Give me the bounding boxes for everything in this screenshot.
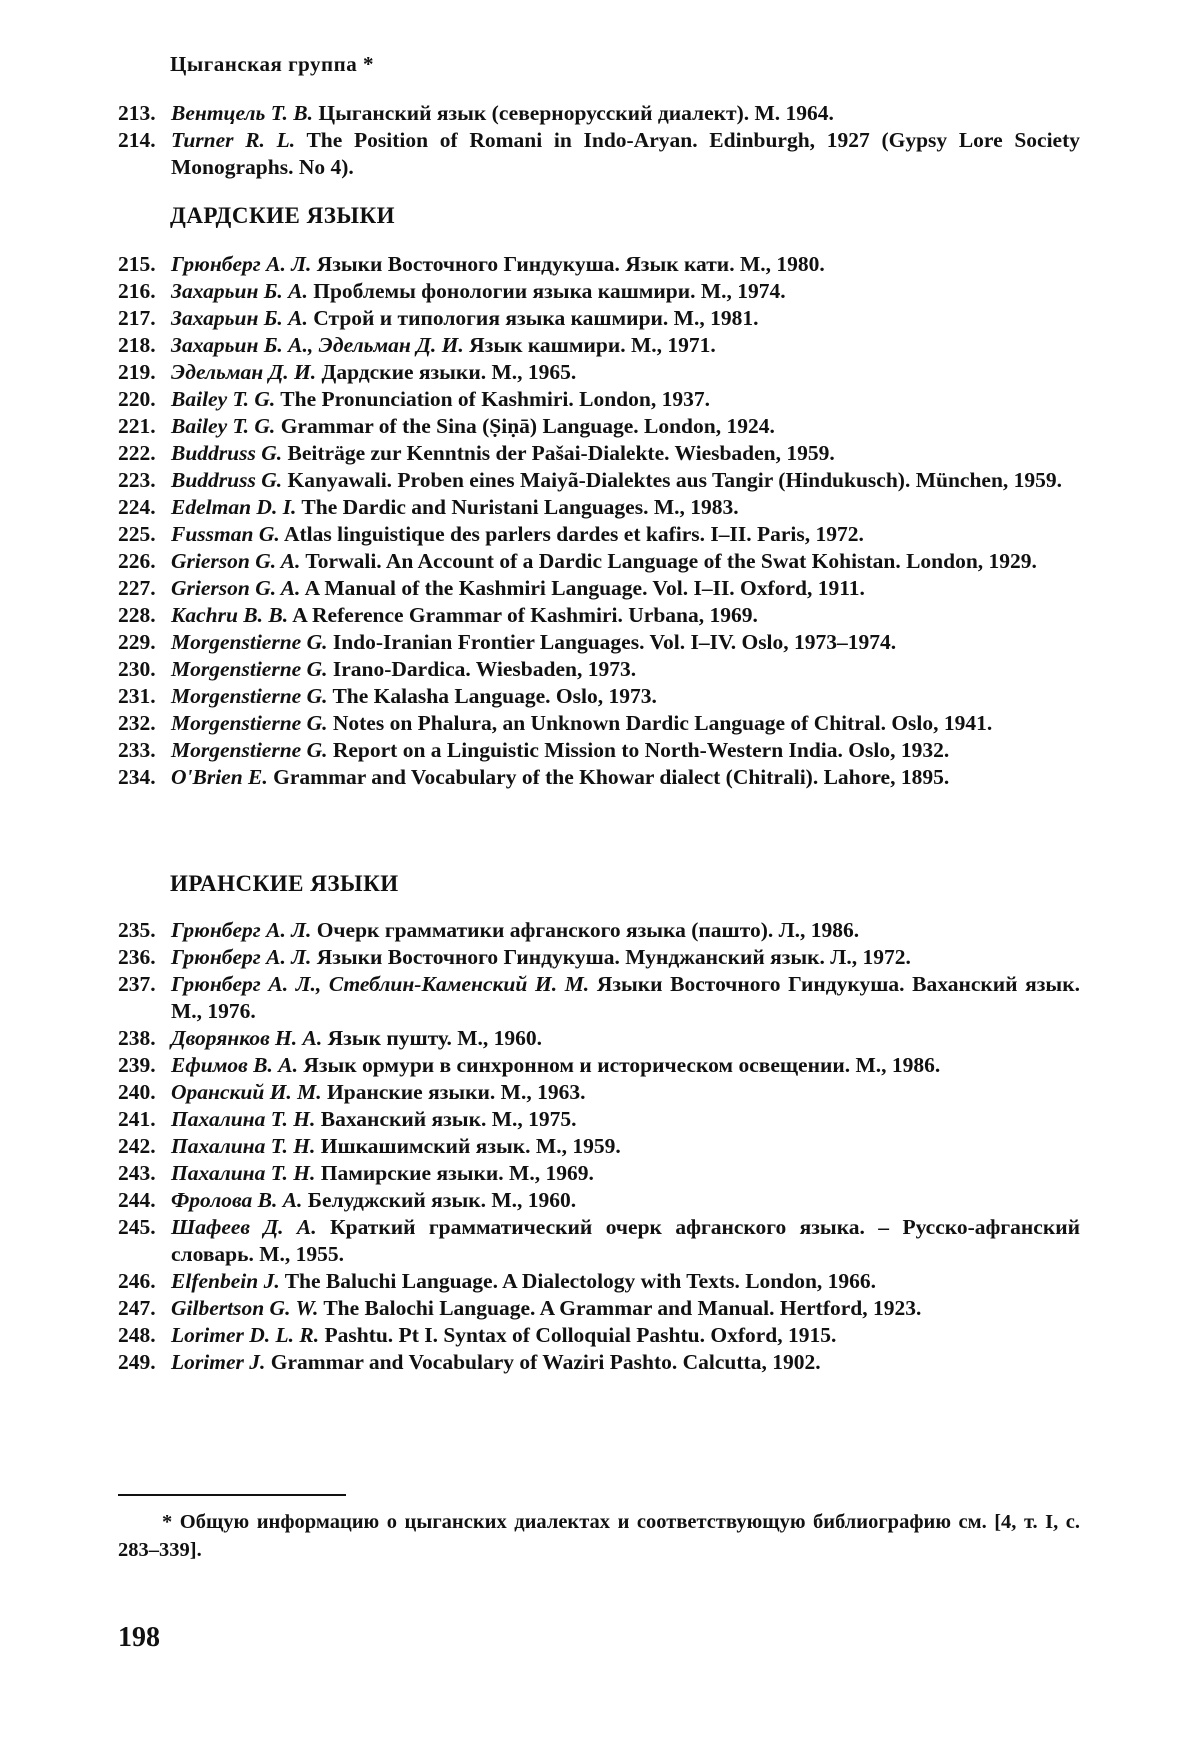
entry-number: 239. xyxy=(118,1053,156,1077)
entry-author: Turner R. L. xyxy=(171,128,296,152)
entry-title: The Dardic and Nuristani Languages. M., 1983. xyxy=(296,495,739,519)
bibliography-entry xyxy=(118,710,1080,737)
bibliography-entry xyxy=(118,332,1080,359)
entry-number: 247. xyxy=(118,1296,156,1320)
entry-number: 248. xyxy=(118,1323,156,1347)
entry-title: Язык ормури в синхронном и историческом освещении. М., 1986. xyxy=(297,1053,941,1077)
entry-title: Ишкашимский язык. М., 1959. xyxy=(315,1134,621,1158)
bibliography-entry xyxy=(118,1295,1080,1322)
entry-number: 219. xyxy=(118,360,156,384)
entry-author: Kachru B. B. xyxy=(171,603,289,627)
entry-title: Иранские языки. М., 1963. xyxy=(321,1080,586,1104)
entry-title: Grammar of the Sina (Ṣiṇā) Language. London, 1924. xyxy=(275,414,775,438)
entry-number: 235. xyxy=(118,918,156,942)
footnote: * Общую информацию о цыганских диалектах и соответствующую библиографию см. [4, т. I, с. 283–339]. xyxy=(118,1511,1080,1561)
bibliography-entry xyxy=(118,1214,1080,1268)
entry-list-gypsy xyxy=(118,100,1080,181)
bibliography-entry xyxy=(118,1025,1080,1052)
entry-author: Оранский И. М. xyxy=(171,1080,322,1104)
entry-author: Gilbertson G. W. xyxy=(171,1296,319,1320)
entry-number: 231. xyxy=(118,684,156,708)
entry-author: Morgenstierne G. xyxy=(171,711,328,735)
entry-author: Morgenstierne G. xyxy=(171,630,328,654)
entry-text xyxy=(171,467,1080,494)
bibliography-entry xyxy=(118,1322,1080,1349)
entry-list-dardic xyxy=(118,251,1080,791)
entry-text xyxy=(171,521,1080,548)
entry-text xyxy=(171,386,1080,413)
entry-author: Эдельман Д. И. xyxy=(171,360,317,384)
bibliography-entry xyxy=(118,494,1080,521)
entry-author: Bailey T. G. xyxy=(171,387,276,411)
entry-author: Грюнберг А. Л. xyxy=(171,945,312,969)
entry-title: A Reference Grammar of Kashmiri. Urbana, 1969. xyxy=(288,603,758,627)
entry-text xyxy=(171,1187,1080,1214)
entry-number: 229. xyxy=(118,630,156,654)
entry-number: 217. xyxy=(118,306,156,330)
entry-text xyxy=(171,440,1080,467)
entry-title: Pashtu. Pt I. Syntax of Colloquial Pashtu. Oxford, 1915. xyxy=(319,1323,837,1347)
entry-title: Белуджский язык. М., 1960. xyxy=(302,1188,577,1212)
entry-author: Грюнберг А. Л. xyxy=(171,918,312,942)
entry-text xyxy=(171,629,1080,656)
entry-title: Строй и типология языка кашмири. М., 1981. xyxy=(307,306,759,330)
entry-text xyxy=(171,1322,1080,1349)
entry-author: Ефимов В. А. xyxy=(171,1053,298,1077)
entry-number: 249. xyxy=(118,1350,156,1374)
entry-number: 225. xyxy=(118,522,156,546)
entry-title: The Position of Romani in Indo-Aryan. Edinburgh, 1927 (Gypsy Lore Society Monographs. No 4). xyxy=(171,128,1080,179)
entry-number: 244. xyxy=(118,1188,156,1212)
bibliography-entry xyxy=(118,467,1080,494)
entry-title: Kanyawali. Proben eines Maiyã-Dialektes aus Tangir (Hindukusch). München, 1959. xyxy=(282,468,1063,492)
entry-number: 227. xyxy=(118,576,156,600)
entry-author: Morgenstierne G. xyxy=(171,738,328,762)
entry-text xyxy=(171,944,1080,971)
entry-number: 230. xyxy=(118,657,156,681)
entry-title: Notes on Phalura, an Unknown Dardic Language of Chitral. Oslo, 1941. xyxy=(327,711,993,735)
entry-title: Язык кашмири. М., 1971. xyxy=(463,333,716,357)
entry-number: 237. xyxy=(118,972,156,996)
bibliography-entry xyxy=(118,359,1080,386)
entry-number: 226. xyxy=(118,549,156,573)
entry-number: 221. xyxy=(118,414,156,438)
entry-title: Цыганский язык (севернорусский диалект). М. 1964. xyxy=(313,101,834,125)
section-heading-gypsy: Цыганская группа * xyxy=(170,52,374,76)
entry-text xyxy=(171,359,1080,386)
entry-title: Indo-Iranian Frontier Languages. Vol. I–IV. Oslo, 1973–1974. xyxy=(327,630,897,654)
entry-title: Grammar and Vocabulary of Waziri Pashto. Calcutta, 1902. xyxy=(265,1350,821,1374)
bibliography-entry xyxy=(118,764,1080,791)
entry-title: Проблемы фонологии языка кашмири. М., 1974. xyxy=(307,279,786,303)
entry-author: Buddruss G. xyxy=(171,468,283,492)
entry-number: 234. xyxy=(118,765,156,789)
entry-title: Report on a Linguistic Mission to North-Western India. Oslo, 1932. xyxy=(327,738,950,762)
entry-number: 222. xyxy=(118,441,156,465)
entry-number: 215. xyxy=(118,252,156,276)
bibliography-entry xyxy=(118,1133,1080,1160)
entry-author: Morgenstierne G. xyxy=(171,684,328,708)
entry-author: Grierson G. A. xyxy=(171,549,301,573)
bibliography-entry xyxy=(118,251,1080,278)
entry-title: Краткий грамматический очерк афганского языка. – Русско-афганский словарь. М., 1955. xyxy=(171,1215,1080,1266)
entry-title: The Balochi Language. A Grammar and Manual. Hertford, 1923. xyxy=(318,1296,922,1320)
entry-author: Пахалина Т. Н. xyxy=(171,1107,316,1131)
bibliography-entry xyxy=(118,683,1080,710)
entry-number: 228. xyxy=(118,603,156,627)
entry-number: 232. xyxy=(118,711,156,735)
entry-author: Lorimer J. xyxy=(171,1350,266,1374)
entry-author: Пахалина Т. Н. xyxy=(171,1161,316,1185)
bibliography-entry xyxy=(118,737,1080,764)
bibliography-entry xyxy=(118,629,1080,656)
entry-author: Grierson G. A. xyxy=(171,576,301,600)
entry-author: Lorimer D. L. R. xyxy=(171,1323,320,1347)
bibliography-entry xyxy=(118,944,1080,971)
entry-title: Язык пушту. М., 1960. xyxy=(322,1026,543,1050)
entry-text xyxy=(171,1214,1080,1268)
entry-author: Fussman G. xyxy=(171,522,280,546)
entry-text xyxy=(171,683,1080,710)
entry-number: 224. xyxy=(118,495,156,519)
entry-text xyxy=(171,332,1080,359)
bibliography-entry xyxy=(118,413,1080,440)
entry-text xyxy=(171,1052,1080,1079)
entry-title: The Baluchi Language. A Dialectology with Texts. London, 1966. xyxy=(279,1269,877,1293)
entry-title: Torwali. An Account of a Dardic Language of the Swat Kohistan. London, 1929. xyxy=(300,549,1037,573)
entry-text xyxy=(171,413,1080,440)
entry-title: Языки Восточного Гиндукуша. Язык кати. М., 1980. xyxy=(311,252,825,276)
entry-author: Buddruss G. xyxy=(171,441,283,465)
entry-author: Дворянков Н. А. xyxy=(171,1026,323,1050)
footnote-rule xyxy=(118,1494,346,1496)
bibliography-entry xyxy=(118,1079,1080,1106)
entry-author: Захарьин Б. А. xyxy=(171,279,308,303)
entry-author: Грюнберг А. Л. xyxy=(171,252,312,276)
entry-text xyxy=(171,917,1080,944)
entry-title: A Manual of the Kashmiri Language. Vol. I–II. Oxford, 1911. xyxy=(300,576,865,600)
entry-text xyxy=(171,127,1080,181)
entry-text xyxy=(171,1268,1080,1295)
entry-author: O'Brien E. xyxy=(171,765,268,789)
bibliography-entry xyxy=(118,1106,1080,1133)
bibliography-entry xyxy=(118,1052,1080,1079)
bibliography-entry xyxy=(118,100,1080,127)
entry-number: 216. xyxy=(118,279,156,303)
entry-number: 238. xyxy=(118,1026,156,1050)
bibliography-entry xyxy=(118,971,1080,1025)
entry-text xyxy=(171,710,1080,737)
entry-number: 243. xyxy=(118,1161,156,1185)
entry-number: 214. xyxy=(118,128,156,152)
entry-title: Irano-Dardica. Wiesbaden, 1973. xyxy=(327,657,637,681)
bibliography-entry xyxy=(118,1187,1080,1214)
entry-title: Языки Восточного Гиндукуша. Ваханский язык. М., 1976. xyxy=(171,972,1080,1023)
entry-text xyxy=(171,305,1080,332)
entry-number: 233. xyxy=(118,738,156,762)
entry-title: Памирские языки. М., 1969. xyxy=(315,1161,594,1185)
bibliography-entry xyxy=(118,917,1080,944)
entry-author: Грюнберг А. Л., Стеблин-Каменский И. М. xyxy=(171,972,590,996)
entry-text xyxy=(171,1079,1080,1106)
entry-number: 236. xyxy=(118,945,156,969)
entry-number: 213. xyxy=(118,101,156,125)
entry-text xyxy=(171,1160,1080,1187)
entry-title: Beiträge zur Kenntnis der Pašai-Dialekte. Wiesbaden, 1959. xyxy=(282,441,835,465)
page-number: 198 xyxy=(118,1622,160,1653)
entry-list-iranian xyxy=(118,917,1080,1376)
bibliography-entry xyxy=(118,521,1080,548)
entry-author: Захарьин Б. А., Эдельман Д. И. xyxy=(171,333,464,357)
entry-author: Вентцель Т. В. xyxy=(171,101,313,125)
entry-text xyxy=(171,1025,1080,1052)
bibliography-entry xyxy=(118,1349,1080,1376)
entry-text xyxy=(171,100,1080,127)
bibliography-entry xyxy=(118,440,1080,467)
section-heading-dardic: ДАРДСКИЕ ЯЗЫКИ xyxy=(170,203,396,228)
entry-title: Языки Восточного Гиндукуша. Мунджанский язык. Л., 1972. xyxy=(311,945,911,969)
entry-number: 218. xyxy=(118,333,156,357)
entry-number: 223. xyxy=(118,468,156,492)
entry-text xyxy=(171,251,1080,278)
entry-text xyxy=(171,737,1080,764)
entry-number: 220. xyxy=(118,387,156,411)
entry-text xyxy=(171,494,1080,521)
entry-author: Morgenstierne G. xyxy=(171,657,328,681)
bibliography-entry xyxy=(118,575,1080,602)
entry-author: Edelman D. I. xyxy=(171,495,297,519)
bibliography-entry xyxy=(118,548,1080,575)
entry-author: Шафеев Д. А. xyxy=(171,1215,317,1239)
entry-text xyxy=(171,1133,1080,1160)
entry-number: 241. xyxy=(118,1107,156,1131)
bibliography-entry xyxy=(118,1160,1080,1187)
bibliography-entry xyxy=(118,602,1080,629)
entry-number: 246. xyxy=(118,1269,156,1293)
bibliography-entry xyxy=(118,278,1080,305)
entry-text xyxy=(171,1295,1080,1322)
bibliography-entry xyxy=(118,656,1080,683)
entry-number: 245. xyxy=(118,1215,156,1239)
bibliography-entry xyxy=(118,305,1080,332)
entry-number: 240. xyxy=(118,1080,156,1104)
entry-text xyxy=(171,278,1080,305)
section-heading-iranian: ИРАНСКИЕ ЯЗЫКИ xyxy=(170,871,399,896)
entry-title: Ваханский язык. М., 1975. xyxy=(315,1107,577,1131)
bibliography-entry xyxy=(118,1268,1080,1295)
entry-text xyxy=(171,548,1080,575)
entry-author: Захарьин Б. А. xyxy=(171,306,308,330)
entry-title: Atlas linguistique des parlers dardes et kafirs. I–II. Paris, 1972. xyxy=(279,522,864,546)
entry-text xyxy=(171,971,1080,1025)
entry-title: Grammar and Vocabulary of the Khowar dialect (Chitrali). Lahore, 1895. xyxy=(267,765,950,789)
entry-text xyxy=(171,1349,1080,1376)
bibliography-entry xyxy=(118,127,1080,181)
entry-number: 242. xyxy=(118,1134,156,1158)
entry-author: Elfenbein J. xyxy=(171,1269,280,1293)
entry-text xyxy=(171,1106,1080,1133)
entry-text xyxy=(171,602,1080,629)
entry-author: Пахалина Т. Н. xyxy=(171,1134,316,1158)
entry-title: The Kalasha Language. Oslo, 1973. xyxy=(327,684,657,708)
entry-author: Bailey T. G. xyxy=(171,414,276,438)
entry-title: Дардские языки. М., 1965. xyxy=(316,360,577,384)
entry-title: Очерк грамматики афганского языка (пашто). Л., 1986. xyxy=(311,918,860,942)
bibliography-entry xyxy=(118,386,1080,413)
entry-author: Фролова В. А. xyxy=(171,1188,303,1212)
entry-title: The Pronunciation of Kashmiri. London, 1937. xyxy=(275,387,710,411)
entry-text xyxy=(171,575,1080,602)
entry-text xyxy=(171,656,1080,683)
entry-text xyxy=(171,764,1080,791)
